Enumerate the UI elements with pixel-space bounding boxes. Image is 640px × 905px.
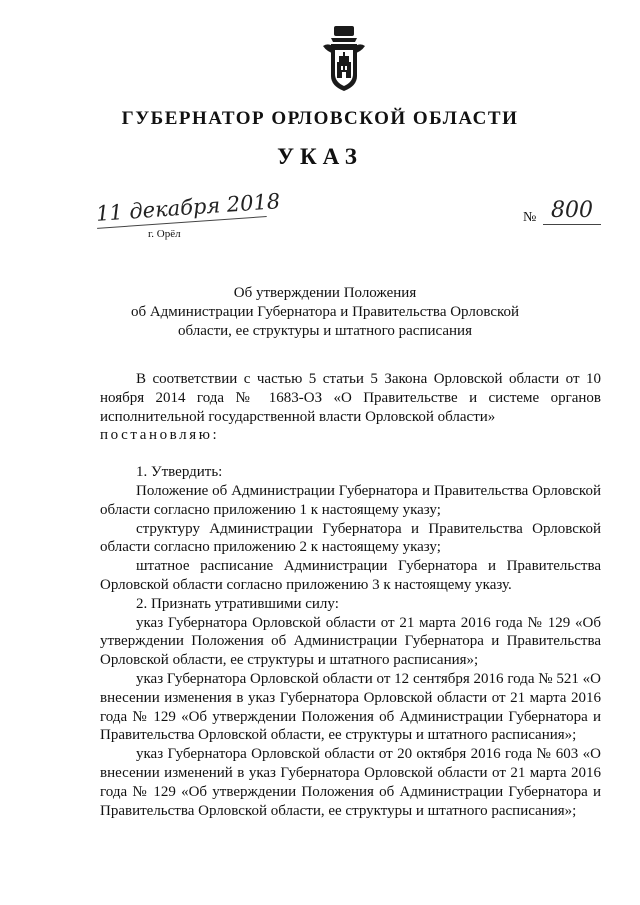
item2-heading: 2. Признать утратившими силу: (136, 595, 339, 612)
item2-paragraph: указ Губернатора Орловской области от 21 марта 2016 года № 129 «Об утверждении Положения об Администрации Губернатора и Правительства Орловской области, ее структуры и штатного расписания»; (100, 614, 601, 669)
document-type: УКАЗ (277, 144, 363, 169)
decree-subject (100, 284, 550, 341)
subject-line: Об утверждении Положения (233, 285, 417, 301)
issuer-title: ГУБЕРНАТОР ОРЛОВСКОЙ ОБЛАСТИ (121, 108, 519, 129)
resolve-clause: постановляю: (100, 427, 220, 444)
preamble-paragraph: В соответствии с частью 5 статьи 5 Закона Орловской области от 10 ноября 2014 года № 1683-ОЗ «О Правительстве и системе органов исполнительной государственной власти Орловской области» (100, 371, 601, 425)
subject-line: об Администрации Губернатора и Правительства Орловской (130, 304, 520, 320)
item2-paragraph: указ Губернатора Орловской области от 12 сентября 2016 года № 521 «О внесении изменения в указ Губернатора Орловской области от 21 марта 2016 года № 129 «Об утверждении Положения об Администрации Губернатора и Правительства Орловской области, ее структуры и штатного расписания»; (100, 670, 601, 744)
handwritten-date: 11 декабря 2018 (95, 190, 266, 229)
subject-line: области, ее структуры и штатного расписания (178, 323, 472, 339)
item1-paragraph: штатное расписание Администрации Губернатора и Правительства Орловской области согласно приложению 3 к настоящему указу. (100, 558, 601, 593)
item1-paragraph: Положение об Администрации Губернатора и Правительства Орловской области согласно приложению 1 к настоящему указу; (100, 482, 601, 518)
coat-of-arms-icon (319, 24, 369, 94)
place-of-issue: г. Орёл (148, 228, 181, 240)
item1-paragraph: структуру Администрации Губернатора и Правительства Орловской области согласно приложению 2 к настоящему указу; (100, 520, 601, 556)
decree-body (100, 370, 601, 820)
item1-heading: 1. Утвердить: (136, 464, 223, 481)
handwritten-number: 800 (543, 198, 601, 225)
item2-paragraph: указ Губернатора Орловской области от 20 октября 2016 года № 603 «О внесении изменений в указ Губернатора Орловской области от 21 марта 2016 года № 129 «Об утверждении Положения об Администрации Губернатора и Правительства Орловской области, ее структуры и штатного расписания»; (100, 746, 601, 819)
number-label: № (523, 210, 537, 225)
